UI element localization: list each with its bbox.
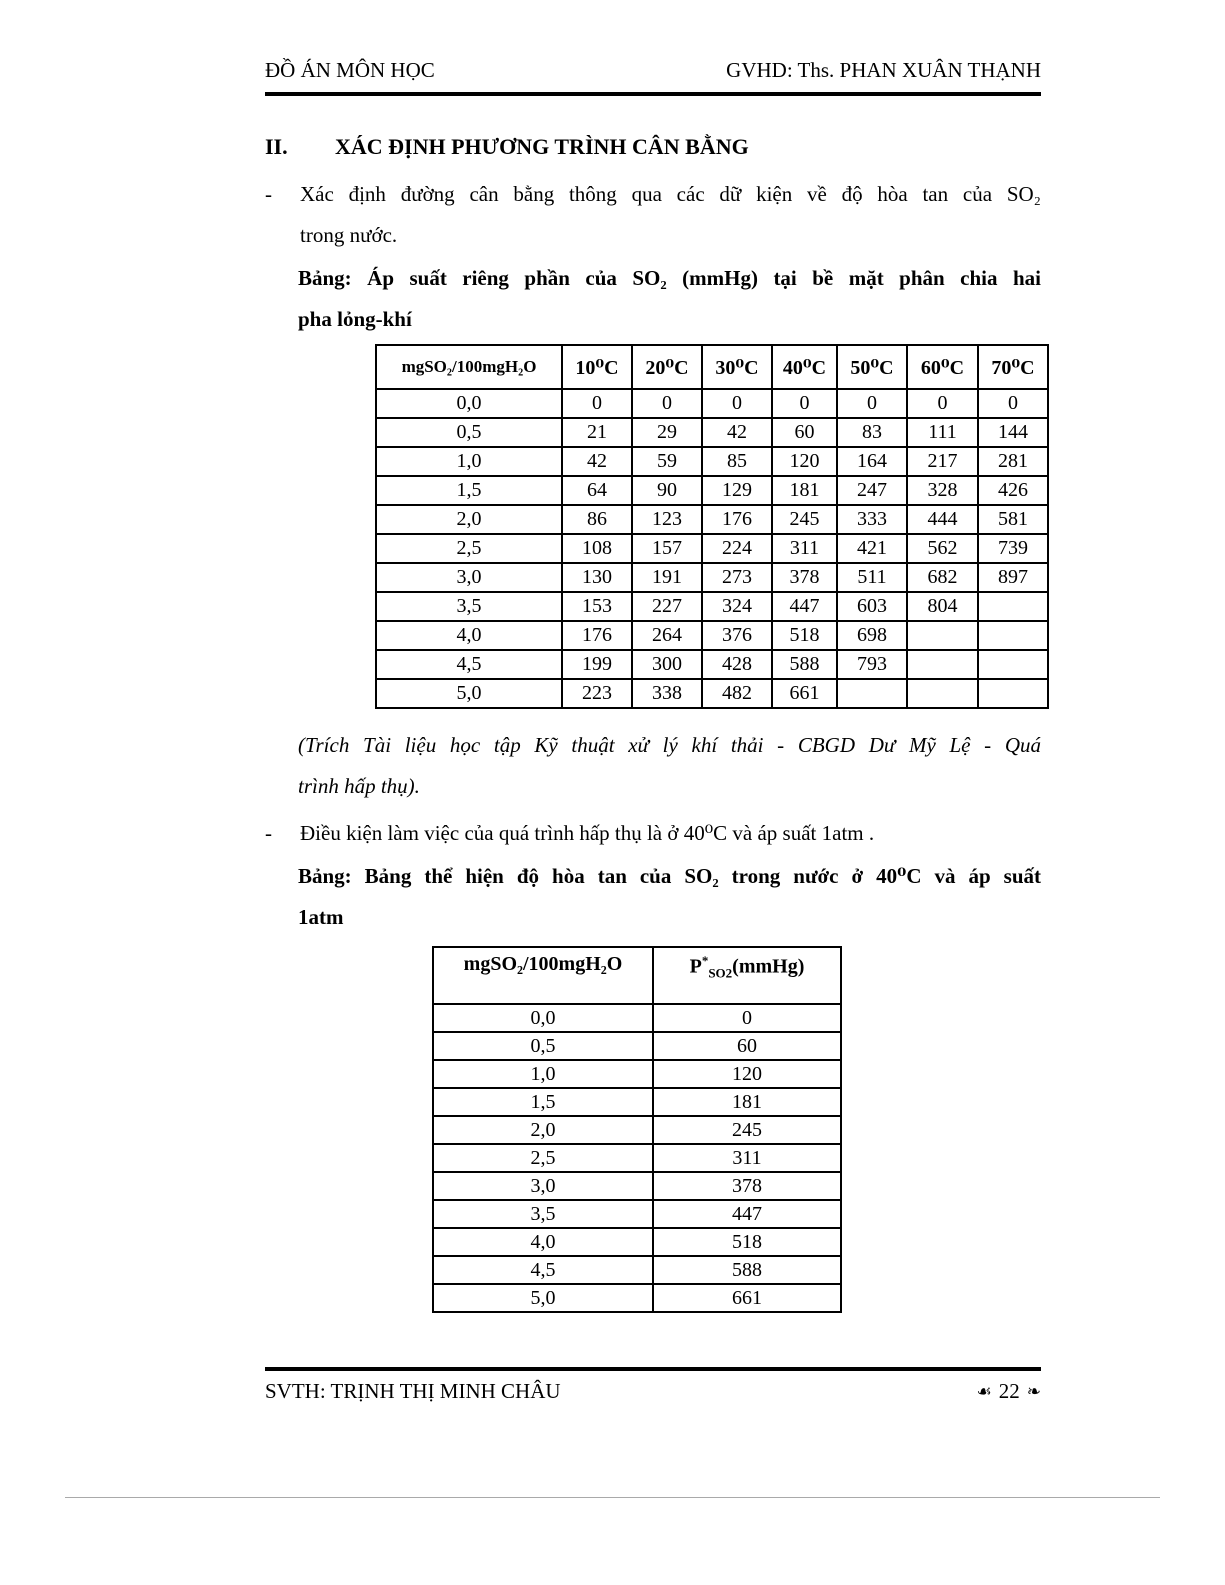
bullet-marker: - — [265, 821, 272, 845]
table-cell: 447 — [772, 592, 837, 621]
table-cell: 2,0 — [376, 505, 562, 534]
table-cell: 426 — [978, 476, 1048, 505]
header-rule — [265, 92, 1041, 96]
table-cell: 421 — [837, 534, 907, 563]
table-cell: 324 — [702, 592, 772, 621]
solubility-table — [432, 946, 842, 1313]
table-cell: 0,0 — [376, 389, 562, 418]
header-right-advisor: GVHD: Ths. PHAN XUÂN THẠNH — [726, 58, 1041, 82]
column-header: 60⁰C — [907, 345, 978, 389]
table-cell: 129 — [702, 476, 772, 505]
table-cell: 123 — [632, 505, 702, 534]
table-cell: 0 — [702, 389, 772, 418]
table-cell: 0 — [772, 389, 837, 418]
page-header — [265, 58, 1041, 83]
table-cell: 60 — [772, 418, 837, 447]
table-cell: 2,5 — [376, 534, 562, 563]
table-cell: 5,0 — [376, 679, 562, 708]
table-cell: 311 — [772, 534, 837, 563]
table-cell: 1,5 — [376, 476, 562, 505]
column-header: 30⁰C — [702, 345, 772, 389]
bullet-marker: - — [265, 182, 272, 206]
table-cell: 562 — [907, 534, 978, 563]
table-cell: 603 — [837, 592, 907, 621]
table-row — [433, 1032, 841, 1060]
table-cell: 698 — [837, 621, 907, 650]
table1-caption — [298, 258, 1041, 340]
table-cell: 311 — [653, 1144, 841, 1172]
table-cell: 793 — [837, 650, 907, 679]
table-cell: 0 — [562, 389, 632, 418]
table-header-row — [376, 345, 1048, 389]
table-cell: 378 — [653, 1172, 841, 1200]
text-line: pha lỏng-khí — [298, 307, 412, 331]
table-cell: 0 — [632, 389, 702, 418]
table-row — [376, 447, 1048, 476]
bullet-paragraph-solubility — [265, 174, 1041, 256]
table-cell: 164 — [837, 447, 907, 476]
table-row — [433, 1228, 841, 1256]
table-cell: 199 — [562, 650, 632, 679]
table-header-row — [433, 947, 841, 1004]
table-cell: 176 — [562, 621, 632, 650]
partial-pressure-table — [375, 344, 1049, 709]
table2-caption — [298, 856, 1041, 938]
text-line: trong nước. — [300, 223, 398, 247]
bullet-text — [300, 174, 1041, 256]
table-cell: 86 — [562, 505, 632, 534]
table-cell: 2,0 — [433, 1116, 653, 1144]
table-cell: 0,5 — [376, 418, 562, 447]
page-content — [265, 58, 1041, 1313]
table-cell: 29 — [632, 418, 702, 447]
table-cell: 804 — [907, 592, 978, 621]
table-cell: 227 — [632, 592, 702, 621]
table-cell: 588 — [772, 650, 837, 679]
text-line: (Trích Tài liệu học tập Kỹ thuật xử lý khí thải - CBGD Dư Mỹ Lệ - Quá — [298, 733, 1041, 757]
table-cell — [978, 679, 1048, 708]
table-row — [376, 476, 1048, 505]
footer-rule — [265, 1367, 1041, 1371]
table-cell: 59 — [632, 447, 702, 476]
pressure-superscript: * — [701, 953, 709, 968]
table-cell — [978, 592, 1048, 621]
table-cell: 273 — [702, 563, 772, 592]
table-cell: 191 — [632, 563, 702, 592]
table-cell: 224 — [702, 534, 772, 563]
table-cell: 4,5 — [433, 1256, 653, 1284]
table-cell: 0,5 — [433, 1032, 653, 1060]
table-cell — [978, 621, 1048, 650]
table-cell: 223 — [562, 679, 632, 708]
table-cell: 181 — [653, 1088, 841, 1116]
table-cell — [907, 679, 978, 708]
table-cell: 5,0 — [433, 1284, 653, 1312]
table-cell: 661 — [653, 1284, 841, 1312]
table-cell: 111 — [907, 418, 978, 447]
table-cell: 2,5 — [433, 1144, 653, 1172]
table-cell — [978, 650, 1048, 679]
table-cell: 176 — [702, 505, 772, 534]
table-cell: 83 — [837, 418, 907, 447]
table-row — [376, 534, 1048, 563]
table-cell: 482 — [702, 679, 772, 708]
table-row — [376, 621, 1048, 650]
section-title: XÁC ĐỊNH PHƯƠNG TRÌNH CÂN BẰNG — [335, 134, 749, 159]
table-cell: 42 — [562, 447, 632, 476]
table-cell: 217 — [907, 447, 978, 476]
table-cell: 264 — [632, 621, 702, 650]
text-line: Bảng: Bảng thể hiện độ hòa tan của SO₂ trong nước ở 40⁰C và áp suất — [298, 864, 1041, 888]
table-cell: 90 — [632, 476, 702, 505]
table-cell: 64 — [562, 476, 632, 505]
table-row — [433, 1004, 841, 1032]
table-cell: 4,0 — [433, 1228, 653, 1256]
source-citation — [298, 725, 1041, 807]
text-line: Xác định đường cân bằng thông qua các dữ kiện về độ hòa tan của SO₂ — [300, 182, 1041, 206]
table-cell: 4,5 — [376, 650, 562, 679]
table-cell: 3,0 — [376, 563, 562, 592]
bottom-divider — [65, 1497, 1160, 1498]
table-cell: 518 — [772, 621, 837, 650]
table-cell — [907, 621, 978, 650]
table-cell: 511 — [837, 563, 907, 592]
table-cell — [837, 679, 907, 708]
column-header: mgSO₂/100mgH₂O — [433, 947, 653, 1004]
table-row — [433, 1144, 841, 1172]
pressure-subscript: SO2 — [708, 965, 733, 981]
table-row — [433, 1088, 841, 1116]
table-cell: 661 — [772, 679, 837, 708]
table-cell: 428 — [702, 650, 772, 679]
table-cell: 333 — [837, 505, 907, 534]
table-cell: 108 — [562, 534, 632, 563]
table-cell: 85 — [702, 447, 772, 476]
table-cell: 3,5 — [433, 1200, 653, 1228]
table-cell: 153 — [562, 592, 632, 621]
column-header: 20⁰C — [632, 345, 702, 389]
table-cell: 4,0 — [376, 621, 562, 650]
table-cell: 144 — [978, 418, 1048, 447]
table-row — [376, 563, 1048, 592]
table-cell: 0 — [978, 389, 1048, 418]
table-cell: 739 — [978, 534, 1048, 563]
table-cell: 0 — [907, 389, 978, 418]
footer-text-row — [265, 1379, 1041, 1404]
table-cell: 120 — [772, 447, 837, 476]
table-cell: 447 — [653, 1200, 841, 1228]
pressure-unit: (mmHg) — [732, 955, 805, 978]
floral-ornament-left-icon: ☙ — [976, 1381, 992, 1402]
column-header — [653, 947, 841, 1004]
table-cell: 181 — [772, 476, 837, 505]
table-row — [376, 650, 1048, 679]
table-row — [376, 389, 1048, 418]
table-cell: 0 — [837, 389, 907, 418]
floral-ornament-right-icon: ❧ — [1026, 1381, 1041, 1402]
table-cell: 3,0 — [433, 1172, 653, 1200]
table-row — [433, 1116, 841, 1144]
footer-student-name: SVTH: TRỊNH THỊ MINH CHÂU — [265, 1379, 561, 1403]
column-header: 50⁰C — [837, 345, 907, 389]
table-cell: 444 — [907, 505, 978, 534]
table-row — [433, 1060, 841, 1088]
table-cell: 1,5 — [433, 1088, 653, 1116]
table-cell: 245 — [653, 1116, 841, 1144]
table-cell: 245 — [772, 505, 837, 534]
table-cell: 518 — [653, 1228, 841, 1256]
column-header: mgSO₂/100mgH₂O — [376, 345, 562, 389]
table-cell: 581 — [978, 505, 1048, 534]
table-cell: 42 — [702, 418, 772, 447]
table-cell: 897 — [978, 563, 1048, 592]
table-cell: 120 — [653, 1060, 841, 1088]
table-cell: 3,5 — [376, 592, 562, 621]
table-row — [433, 1256, 841, 1284]
table-cell: 0,0 — [433, 1004, 653, 1032]
text-line: Điều kiện làm việc của quá trình hấp thụ là ở 40⁰C và áp suất 1atm . — [300, 821, 875, 845]
table-cell: 157 — [632, 534, 702, 563]
table-cell: 682 — [907, 563, 978, 592]
table-row — [376, 505, 1048, 534]
page-number: 22 — [998, 1379, 1020, 1403]
bullet-paragraph-conditions — [265, 813, 1041, 854]
column-header: 40⁰C — [772, 345, 837, 389]
table-cell: 300 — [632, 650, 702, 679]
column-header: 70⁰C — [978, 345, 1048, 389]
table-cell: 130 — [562, 563, 632, 592]
table-cell: 1,0 — [376, 447, 562, 476]
table-cell: 247 — [837, 476, 907, 505]
column-header: 10⁰C — [562, 345, 632, 389]
table-cell: 1,0 — [433, 1060, 653, 1088]
table-row — [433, 1200, 841, 1228]
table-cell: 378 — [772, 563, 837, 592]
section-heading — [265, 134, 1041, 160]
table-row — [376, 418, 1048, 447]
table-cell: 60 — [653, 1032, 841, 1060]
table-body — [376, 389, 1048, 708]
table-cell: 338 — [632, 679, 702, 708]
table-body — [433, 1004, 841, 1312]
table-row — [433, 1284, 841, 1312]
text-line: 1atm — [298, 905, 344, 929]
section-numeral: II. — [265, 134, 288, 159]
text-line: trình hấp thụ). — [298, 774, 420, 798]
table-row — [376, 592, 1048, 621]
page-number-group — [977, 1379, 1042, 1404]
bullet-text — [300, 813, 1041, 854]
text-line: Bảng: Áp suất riêng phần của SO₂ (mmHg) tại bề mặt phân chia hai — [298, 266, 1041, 290]
table-cell: 328 — [907, 476, 978, 505]
table-cell: 281 — [978, 447, 1048, 476]
table-cell: 376 — [702, 621, 772, 650]
table-row — [433, 1172, 841, 1200]
pressure-symbol: P — [689, 955, 702, 978]
table-cell: 21 — [562, 418, 632, 447]
page-footer — [265, 1367, 1041, 1404]
header-left-title: ĐỒ ÁN MÔN HỌC — [265, 58, 435, 82]
table-cell: 588 — [653, 1256, 841, 1284]
table-cell: 0 — [653, 1004, 841, 1032]
table-cell — [907, 650, 978, 679]
table-row — [376, 679, 1048, 708]
